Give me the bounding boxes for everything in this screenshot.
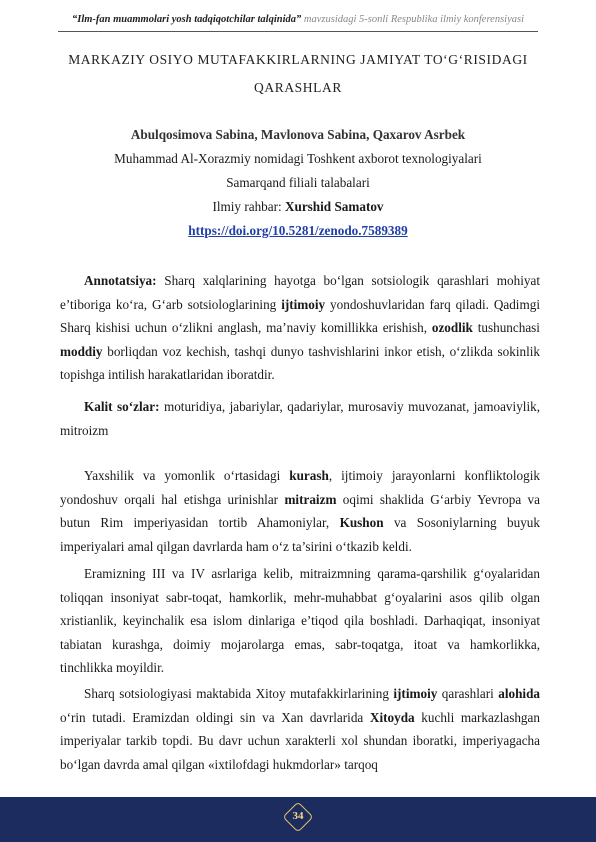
body-paragraph-1 — [60, 464, 540, 558]
body-paragraph-3 — [60, 682, 540, 776]
body-bold-term: kurash — [289, 468, 329, 483]
keywords-label: Kalit so‘zlar: — [84, 399, 160, 414]
body-bold-term: Xitoyda — [369, 709, 415, 725]
abstract-label: Annotatsiya: — [84, 273, 157, 288]
abstract-bold-term: ijtimoiy — [281, 296, 326, 312]
header-divider — [58, 31, 538, 32]
body-text: , ijtimoiy jarayonlarni konfliktologik yondoshuv orqali hal etishga urinishlar — [60, 468, 540, 507]
abstract-text: Sharq xalqlarining hayotga bo‘lgan sotsiologik qarashlari mohiyat e’tiboriga ko‘ra, G‘arb sotsiologlarining — [60, 273, 540, 312]
keywords-text: moturidiya, jabariylar, qadariylar, murosaviy muvozanat, jamoaviylik, mitroizm — [60, 399, 541, 438]
body-text: o‘rin tutadi. Eramizdan oldingi sin va Xan davrlarida — [60, 709, 370, 725]
abstract-bold-term: moddiy — [60, 343, 103, 359]
doi-link[interactable]: https://doi.org/10.5281/zenodo.7589389 — [188, 223, 408, 238]
body-text: Eramizning III va IV asrlariga kelib, mitraizmning qarama-qarshilik g‘oyalaridan toliqqan insoniyat sabr-toqat, hamkorlik, mehr-muhabbat g‘oyalarini asos qilib olgan xristianlik, keyinchalik esa islom dinlariga e’tiqod qila boshladi. Darhaqiqat, insoniyat tabiatan kurashga, doimiy mojarolarga emas, sabr-toqatga, itoat va hamkorlikka, tinchlikka moyildir. — [60, 566, 540, 675]
body-bold-term: alohida — [498, 686, 540, 701]
authors: Abulqosimova Sabina, Mavlonova Sabina, Qaxarov Asrbek — [130, 127, 466, 142]
supervisor-label: Ilmiy rahbar: — [212, 199, 285, 214]
body-text: Yaxshilik va yomonlik o‘rtasidagi — [84, 468, 290, 483]
abstract-text: tushunchasi — [472, 320, 540, 335]
conference-theme: “Ilm-fan muammolari yosh tadqiqotchilar talqinida” — [71, 14, 302, 25]
body-bold-term: Kushon — [339, 515, 384, 530]
body-bold-term: mitraizm — [284, 491, 337, 507]
keywords-paragraph — [60, 395, 540, 442]
abstract-paragraph — [60, 269, 540, 387]
supervisor — [0, 199, 596, 215]
running-header — [0, 14, 596, 25]
conference-name: mavzusidagi 5-sonli Respublika ilmiy konferensiyasi — [301, 14, 524, 25]
article-title-line-2: QARASHLAR — [254, 80, 342, 95]
body-text: oqimi shaklida G‘arbiy Yevropa va butun Rim imperiyasidan tortib Ahamoniylar, — [60, 491, 540, 530]
article-title-line-1: MARKAZIY OSIYO MUTAFAKKIRLARNING JAMIYAT TO‘G‘RISIDAGI — [68, 52, 528, 67]
body-bold-term: ijtimoiy — [393, 686, 438, 701]
abstract-text: yondoshuvlaridan farq qiladi. Qadimgi Sharq kishisi uchun o‘zlikni anglash, ma’naviy komillikka erishish, — [60, 296, 540, 335]
body-text: kuchli markazlashgan imperiyalar tarkib topdi. Bu davr uchun xarakterli xol shundan iboratki, imperiyagacha bo‘lgan davrda amal qilgan «ixtilofdagi hukmdorlar» tarqoq — [60, 709, 540, 772]
affiliation-line-2: Samarqand filiali talabalari — [226, 175, 370, 190]
supervisor-name: Xurshid Samatov — [284, 199, 384, 214]
affiliation-line-1: Muhammad Al-Xorazmiy nomidagi Toshkent axborot texnologiyalari — [114, 151, 482, 166]
doi-line — [0, 223, 596, 239]
body-text: Sharq sotsiologiyasi maktabida Xitoy mutafakkirlarining — [84, 686, 394, 701]
body-text: qarashlari — [437, 686, 499, 701]
page-number: 34 — [292, 810, 304, 822]
abstract-text: borliqdan voz kechish, tashqi dunyo tashvishlarini inkor etish, o‘zlikda sokinlik topishga intilish harakatlaridan iboratdir. — [60, 343, 540, 382]
body-text: va Sosoniylarning buyuk imperiyalari amal qilgan davrlarda ham o‘z ta’sirini o‘tkazib keldi. — [60, 515, 540, 554]
body-paragraph-2 — [60, 562, 540, 680]
abstract-bold-term: ozodlik — [431, 320, 473, 335]
